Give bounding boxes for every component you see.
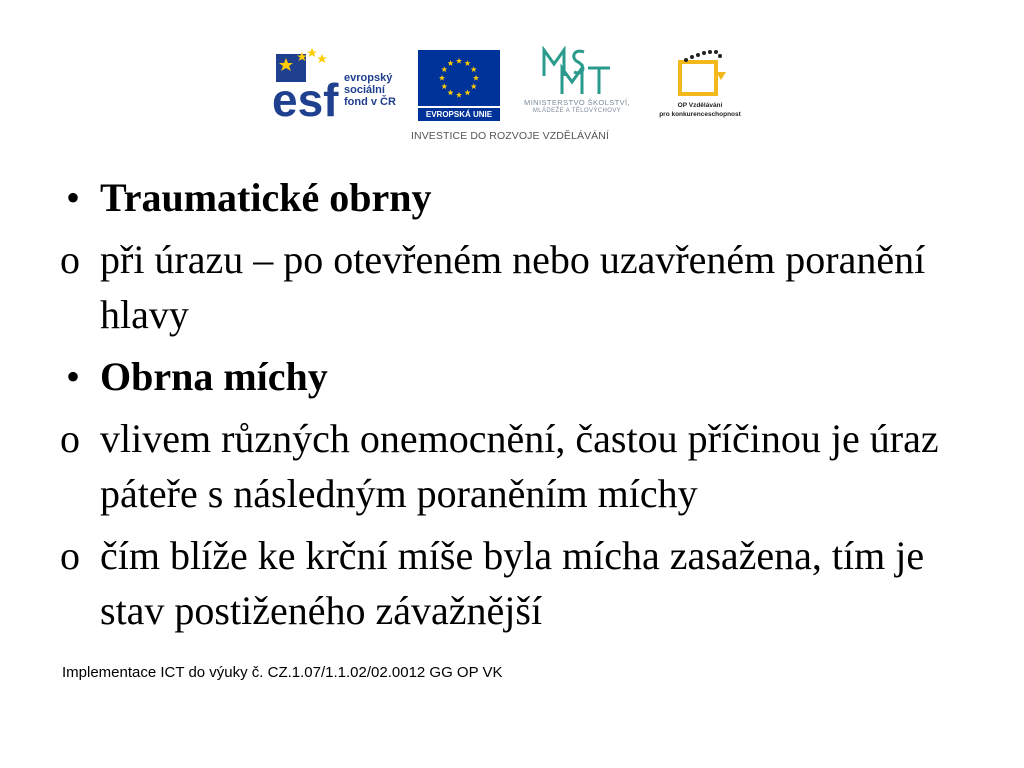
esf-logo-icon — [272, 48, 344, 124]
msmt-logo-icon — [540, 46, 614, 96]
eu-flag-icon — [418, 50, 500, 106]
bullet-heading: Obrna míchy — [100, 354, 328, 399]
sub-item-text: vlivem různých onemocnění, častou příčinou je úraz páteře s následným poraněním míchy — [100, 416, 939, 516]
op-logo-icon — [674, 46, 728, 100]
eu-star-icon — [441, 83, 447, 89]
esf-line-1: evropský — [344, 72, 393, 84]
msmt-line-1: MINISTERSTVO ŠKOLSTVÍ, — [524, 98, 630, 107]
op-line-2: pro konkurenceschopnost — [659, 111, 741, 118]
eu-star-icon — [464, 90, 470, 96]
eu-star-icon — [473, 75, 479, 81]
eu-star-icon — [456, 58, 462, 64]
circle-marker: o — [60, 533, 80, 578]
esf-logo-text — [344, 72, 396, 108]
svg-text:esf: esf — [272, 74, 339, 124]
eu-caption: EVROPSKÁ UNIE — [418, 108, 500, 121]
bullet-marker: • — [66, 354, 81, 399]
sub-item — [60, 411, 960, 521]
op-line-1: OP Vzdělávání — [677, 102, 723, 109]
footer-text: Implementace ICT do výuky č. CZ.1.07/1.1.02/02.0012 GG OP VK — [62, 664, 503, 681]
circle-marker: o — [60, 416, 80, 461]
bullet-marker: • — [66, 175, 81, 220]
esf-line-2: sociální — [344, 84, 385, 96]
bullet-item — [60, 170, 960, 225]
eu-star-icon — [471, 66, 477, 72]
esf-line-3: fond v ČR — [344, 96, 396, 108]
slide-body — [60, 170, 960, 645]
eu-star-icon — [456, 92, 462, 98]
eu-star-icon — [471, 83, 477, 89]
bullet-item — [60, 349, 960, 404]
msmt-line-2: MLÁDEŽE A TĚLOVÝCHOVY — [532, 108, 622, 114]
investice-tagline: INVESTICE DO ROZVOJE VZDĚLÁVÁNÍ — [411, 130, 609, 142]
circle-marker: o — [60, 237, 80, 282]
sub-item-text: při úrazu – po otevřeném nebo uzavřeném poranění hlavy — [100, 237, 926, 337]
esf-logo — [272, 48, 414, 124]
eu-star-icon — [441, 66, 447, 72]
sub-item — [60, 528, 960, 638]
msmt-logo — [506, 46, 648, 122]
eu-star-icon — [447, 60, 453, 66]
sub-item-text: čím blíže ke krční míše byla mícha zasažena, tím je stav postiženého závažnější — [100, 533, 925, 633]
eu-star-icon — [464, 60, 470, 66]
eu-star-icon — [439, 75, 445, 81]
op-logo — [652, 46, 748, 124]
sub-item — [60, 232, 960, 342]
bullet-heading: Traumatické obrny — [100, 175, 432, 220]
logo-banner — [272, 44, 748, 148]
eu-logo — [418, 50, 500, 124]
eu-star-icon — [447, 90, 453, 96]
